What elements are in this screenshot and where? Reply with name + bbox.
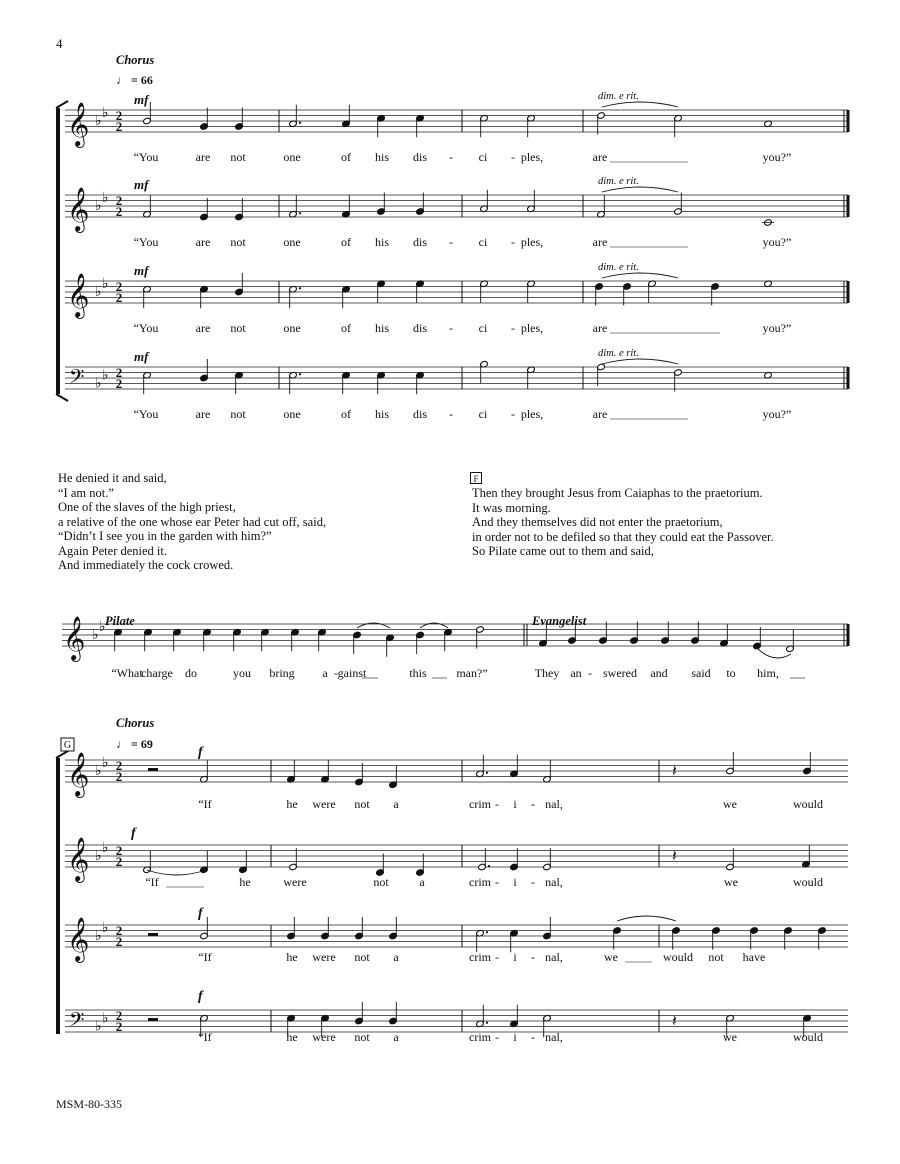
lyric-syllable: of	[341, 235, 351, 249]
treble-clef: 𝄞	[67, 275, 90, 317]
lyric-syllable: a	[322, 666, 328, 680]
treble-clef: 𝄞	[67, 104, 90, 146]
dynamic-mf: mf	[134, 263, 149, 278]
rehearsal-mark-f: F	[470, 472, 482, 484]
narration-line: And immediately the cock crowed.	[58, 558, 234, 572]
lyric-syllable: bring	[269, 666, 295, 680]
lyric-syllable: “You	[133, 235, 159, 249]
lyric-syllable: of	[341, 321, 351, 335]
slur	[602, 359, 678, 364]
lyric-syllable: he	[286, 797, 298, 811]
lyric-syllable: his	[374, 321, 390, 335]
dynamic-mf: mf	[134, 92, 149, 107]
treble-clef: 𝄞	[67, 839, 90, 881]
expression-dim-rit: dim. e rit.	[598, 176, 639, 187]
lyric-syllable: would	[663, 950, 693, 964]
lyric-syllable: were	[312, 950, 336, 964]
lyric-syllable: -	[531, 797, 535, 811]
half-rest	[148, 933, 158, 936]
lyric-syllable: ci	[478, 321, 488, 335]
narration-line: Again Peter denied it.	[58, 543, 167, 558]
chorus-label: Chorus	[116, 53, 155, 67]
final-barline	[847, 367, 850, 389]
lyric-syllable: -	[588, 666, 592, 680]
lyric-syllable: crim	[469, 950, 491, 964]
lyric-syllable: nal,	[545, 797, 563, 811]
lyric-syllable: are	[592, 407, 608, 421]
time-sig-den: 2	[115, 1019, 123, 1034]
lyric-syllable: a	[393, 1030, 399, 1044]
lyric-syllable: ples,	[520, 407, 544, 421]
time-sig-den: 2	[115, 376, 123, 391]
lyric-syllable: are	[592, 321, 608, 335]
bass-clef: 𝄢	[69, 367, 85, 393]
time-sig-den: 2	[115, 204, 123, 219]
lyric-syllable: dis	[412, 321, 428, 335]
tempo-marking-2: ♩ = 69	[116, 737, 153, 751]
lyric-syllable: charge	[141, 666, 173, 680]
slur	[602, 102, 678, 107]
lyric-syllable: would	[793, 875, 823, 889]
lyric-syllable: you?”	[762, 321, 792, 335]
lyric-syllable: gainst	[337, 666, 367, 680]
evangelist-label: Evangelist	[532, 614, 587, 628]
slur	[758, 649, 791, 658]
lyric-syllable: -	[449, 150, 453, 164]
dynamic-f: f	[198, 906, 203, 921]
time-sig-num: 2	[115, 279, 123, 294]
lyric-syllable: ci	[478, 235, 488, 249]
narration-line: a relative of the one whose ear Peter had cut off, said,	[58, 514, 327, 529]
lyric-syllable: “You	[133, 407, 159, 421]
lyric-syllable: nal,	[545, 1030, 563, 1044]
narration-line: “I am not.”	[58, 485, 114, 500]
lyric-syllable: “If	[145, 875, 159, 889]
time-sig-num: 2	[115, 1008, 123, 1023]
time-sig-den: 2	[115, 119, 123, 134]
lyric-syllable: we	[604, 950, 618, 964]
key-flat: ♭	[102, 368, 109, 384]
lyric-syllable: crim	[469, 1030, 491, 1044]
dot	[486, 772, 488, 774]
quarter-rest: 𝄽	[672, 763, 677, 780]
lyric-syllable: -	[511, 235, 515, 249]
lyric-syllable: i	[513, 1030, 517, 1044]
lyric-syllable: ples,	[520, 150, 544, 164]
key-flat: ♭	[95, 764, 102, 779]
lyric-syllable: he	[286, 950, 298, 964]
time-sig-den: 2	[115, 769, 123, 784]
lyric-syllable: “You	[133, 321, 159, 335]
dot	[486, 1022, 488, 1024]
lyric-syllable: would	[793, 797, 823, 811]
lyric-syllable: said	[691, 666, 711, 680]
lyric-syllable: do	[185, 666, 197, 680]
quarter-rest: 𝄽	[672, 848, 677, 865]
narration-line: He denied it and said,	[58, 471, 167, 485]
bracket-hook	[56, 394, 68, 401]
lyric-syllable: “If	[198, 950, 212, 964]
time-sig-num: 2	[115, 193, 123, 208]
lyric-syllable: are	[195, 321, 211, 335]
system1-bracket	[56, 108, 60, 394]
lyric-syllable: ples,	[520, 235, 544, 249]
treble-clef: 𝄞	[67, 754, 90, 796]
lyric-syllable: one	[283, 321, 301, 335]
lyric-syllable: not	[354, 1030, 370, 1044]
lyric-syllable: -	[495, 875, 499, 889]
lyric-syllable: his	[374, 235, 390, 249]
lyric-syllable: not	[373, 875, 389, 889]
dot	[486, 931, 488, 933]
lyric-syllable: you?”	[762, 150, 792, 164]
lyric-syllable: you?”	[762, 235, 792, 249]
lyric-syllable: i	[513, 950, 517, 964]
lyric-syllable: not	[230, 321, 246, 335]
system3-bracket	[56, 758, 60, 1034]
chorus-label-2: Chorus	[116, 716, 155, 730]
catalog-number: MSM-80-335	[56, 1097, 123, 1111]
lyric-syllable: “What	[111, 666, 143, 680]
key-flat: ♭	[102, 840, 109, 856]
half-rest	[148, 768, 158, 771]
lyric-syllable: “If	[198, 1030, 212, 1044]
key-flat: ♭	[102, 190, 109, 206]
key-flat: ♭	[102, 920, 109, 936]
lyric-syllable: a	[393, 950, 399, 964]
narration-line: One of the slaves of the high priest,	[58, 500, 236, 514]
time-sig-num: 2	[115, 843, 123, 858]
lyric-syllable: not	[230, 150, 246, 164]
lyric-syllable: were	[283, 875, 307, 889]
dynamic-mf: mf	[134, 177, 149, 192]
lyric-syllable: are	[195, 407, 211, 421]
narration-left	[58, 471, 326, 573]
lyric-syllable: have	[742, 950, 766, 964]
key-flat: ♭	[102, 276, 109, 292]
lyric-syllable: -	[495, 1030, 499, 1044]
time-sig-num: 2	[115, 365, 123, 380]
lyric-syllable: we	[723, 1030, 737, 1044]
lyric-syllable: are	[592, 150, 608, 164]
expression-dim-rit: dim. e rit.	[598, 91, 639, 102]
key-flat: ♭	[95, 376, 102, 392]
lyric-syllable: dis	[412, 150, 428, 164]
lyric-syllable: -	[495, 797, 499, 811]
lyric-syllable: are	[195, 235, 211, 249]
lyric-syllable: -	[511, 321, 515, 335]
key-flat: ♭	[95, 285, 102, 300]
lyric-syllable: ples,	[520, 321, 544, 335]
key-flat: ♭	[95, 199, 102, 214]
key-flat: ♭	[95, 929, 102, 944]
key-flat: ♭	[95, 849, 102, 864]
rehearsal-mark-g: G	[63, 740, 72, 751]
time-sig-num: 2	[115, 108, 123, 123]
lyric-syllable: his	[374, 407, 390, 421]
lyric-syllable: we	[723, 797, 737, 811]
lyric-syllable: ci	[478, 407, 488, 421]
lyric-syllable: -	[531, 875, 535, 889]
final-barline	[847, 281, 850, 303]
lyric-syllable: -	[531, 1030, 535, 1044]
tempo-marking: ♩ = 66	[116, 73, 153, 87]
lyric-syllable: -	[511, 150, 515, 164]
lyric-syllable: not	[230, 235, 246, 249]
lyric-syllable: “If	[198, 797, 212, 811]
lyric-syllable: swered	[603, 666, 637, 680]
treble-clef: 𝄞	[67, 919, 90, 961]
lyric-syllable: crim	[469, 875, 491, 889]
lyric-syllable: are	[195, 150, 211, 164]
lyric-syllable: -	[449, 407, 453, 421]
key-flat: ♭	[95, 1019, 102, 1035]
page-number: 4	[56, 36, 63, 51]
lyric-syllable: one	[283, 150, 301, 164]
lyric-syllable: -	[449, 235, 453, 249]
dynamic-mf: mf	[134, 349, 149, 364]
dot	[299, 212, 301, 214]
lyric-syllable: he	[239, 875, 251, 889]
narration-right	[472, 486, 774, 559]
lyric-syllable: They	[534, 666, 560, 680]
slur	[602, 273, 678, 278]
lyric-syllable: were	[312, 797, 336, 811]
lyric-syllable: i	[513, 875, 517, 889]
half-rest	[148, 1018, 158, 1021]
lyric-syllable: ci	[478, 150, 488, 164]
key-flat: ♭	[102, 1011, 109, 1027]
lyric-syllable: you	[233, 666, 251, 680]
final-barline	[847, 195, 850, 217]
narration-line: “Didn’t I see you in the garden with him?”	[58, 529, 272, 543]
key-flat: ♭	[95, 114, 102, 129]
lyric-syllable: a	[419, 875, 425, 889]
time-sig-num: 2	[115, 923, 123, 938]
lyric-syllable: not	[354, 797, 370, 811]
slur	[617, 916, 676, 921]
lyric-syllable: you?”	[762, 407, 792, 421]
dot	[299, 373, 301, 375]
lyric-syllable: to	[726, 666, 736, 680]
time-sig-den: 2	[115, 854, 123, 869]
lyric-syllable: not	[708, 950, 724, 964]
lyric-syllable: he	[286, 1030, 298, 1044]
final-barline	[847, 110, 850, 132]
narration-line: And they themselves did not enter the praetorium,	[472, 515, 723, 529]
lyric-syllable: this	[409, 666, 427, 680]
treble-clef: 𝄞	[67, 189, 90, 231]
narration-line: Then they brought Jesus from Caiaphas to the praetorium.	[472, 486, 763, 500]
lyric-syllable: dis	[412, 235, 428, 249]
time-sig-num: 2	[115, 758, 123, 773]
bass-clef: 𝄢	[69, 1010, 85, 1036]
lyric-syllable: one	[283, 407, 301, 421]
dot	[299, 287, 301, 289]
lyric-syllable: his	[374, 150, 390, 164]
time-sig-den: 2	[115, 290, 123, 305]
dynamic-f: f	[198, 989, 203, 1004]
time-sig-den: 2	[115, 934, 123, 949]
narration-line: It was morning.	[472, 500, 551, 515]
lyric-syllable: nal,	[545, 950, 563, 964]
lyric-syllable: -	[449, 321, 453, 335]
dot	[299, 122, 301, 124]
key-flat: ♭	[102, 105, 109, 121]
slur	[602, 187, 678, 192]
pilate-label: Pilate	[105, 614, 135, 628]
lyric-syllable: crim	[469, 797, 491, 811]
lyric-syllable: would	[793, 1030, 823, 1044]
narration-line: in order not to be defiled so that they could eat the Passover.	[472, 529, 774, 544]
treble-clef: 𝄞	[63, 618, 86, 660]
lyric-syllable: not	[354, 950, 370, 964]
lyric-syllable: dis	[412, 407, 428, 421]
lyric-syllable: “You	[133, 150, 159, 164]
expression-dim-rit: dim. e rit.	[598, 348, 639, 359]
expression-dim-rit: dim. e rit.	[598, 262, 639, 273]
lyric-syllable: a	[393, 797, 399, 811]
lyric-syllable: of	[341, 150, 351, 164]
lyric-syllable: i	[513, 797, 517, 811]
lyric-syllable: man?”	[456, 666, 488, 680]
lyric-syllable: and	[650, 666, 668, 680]
quarter-rest: 𝄽	[672, 1013, 677, 1030]
lyric-syllable: -	[334, 666, 338, 680]
lyric-syllable: -	[495, 950, 499, 964]
lyric-syllable: nal,	[545, 875, 563, 889]
lyric-syllable: we	[724, 875, 738, 889]
narration-line: So Pilate came out to them and said,	[472, 544, 654, 558]
lyric-syllable: one	[283, 235, 301, 249]
lyric-syllable: not	[230, 407, 246, 421]
dynamic-f: f	[198, 745, 203, 760]
dot	[488, 865, 490, 867]
lyric-syllable: -	[531, 950, 535, 964]
lyric-syllable: -	[511, 407, 515, 421]
key-flat: ♭	[92, 628, 99, 643]
final-barline	[847, 624, 850, 646]
lyric-syllable: were	[312, 1030, 336, 1044]
dynamic-f: f	[131, 826, 136, 841]
key-flat: ♭	[102, 755, 109, 771]
key-flat: ♭	[99, 619, 106, 635]
lyric-syllable: are	[592, 235, 608, 249]
lyric-syllable: an	[570, 666, 582, 680]
lyric-syllable: him,	[757, 666, 779, 680]
lyric-syllable: of	[341, 407, 351, 421]
